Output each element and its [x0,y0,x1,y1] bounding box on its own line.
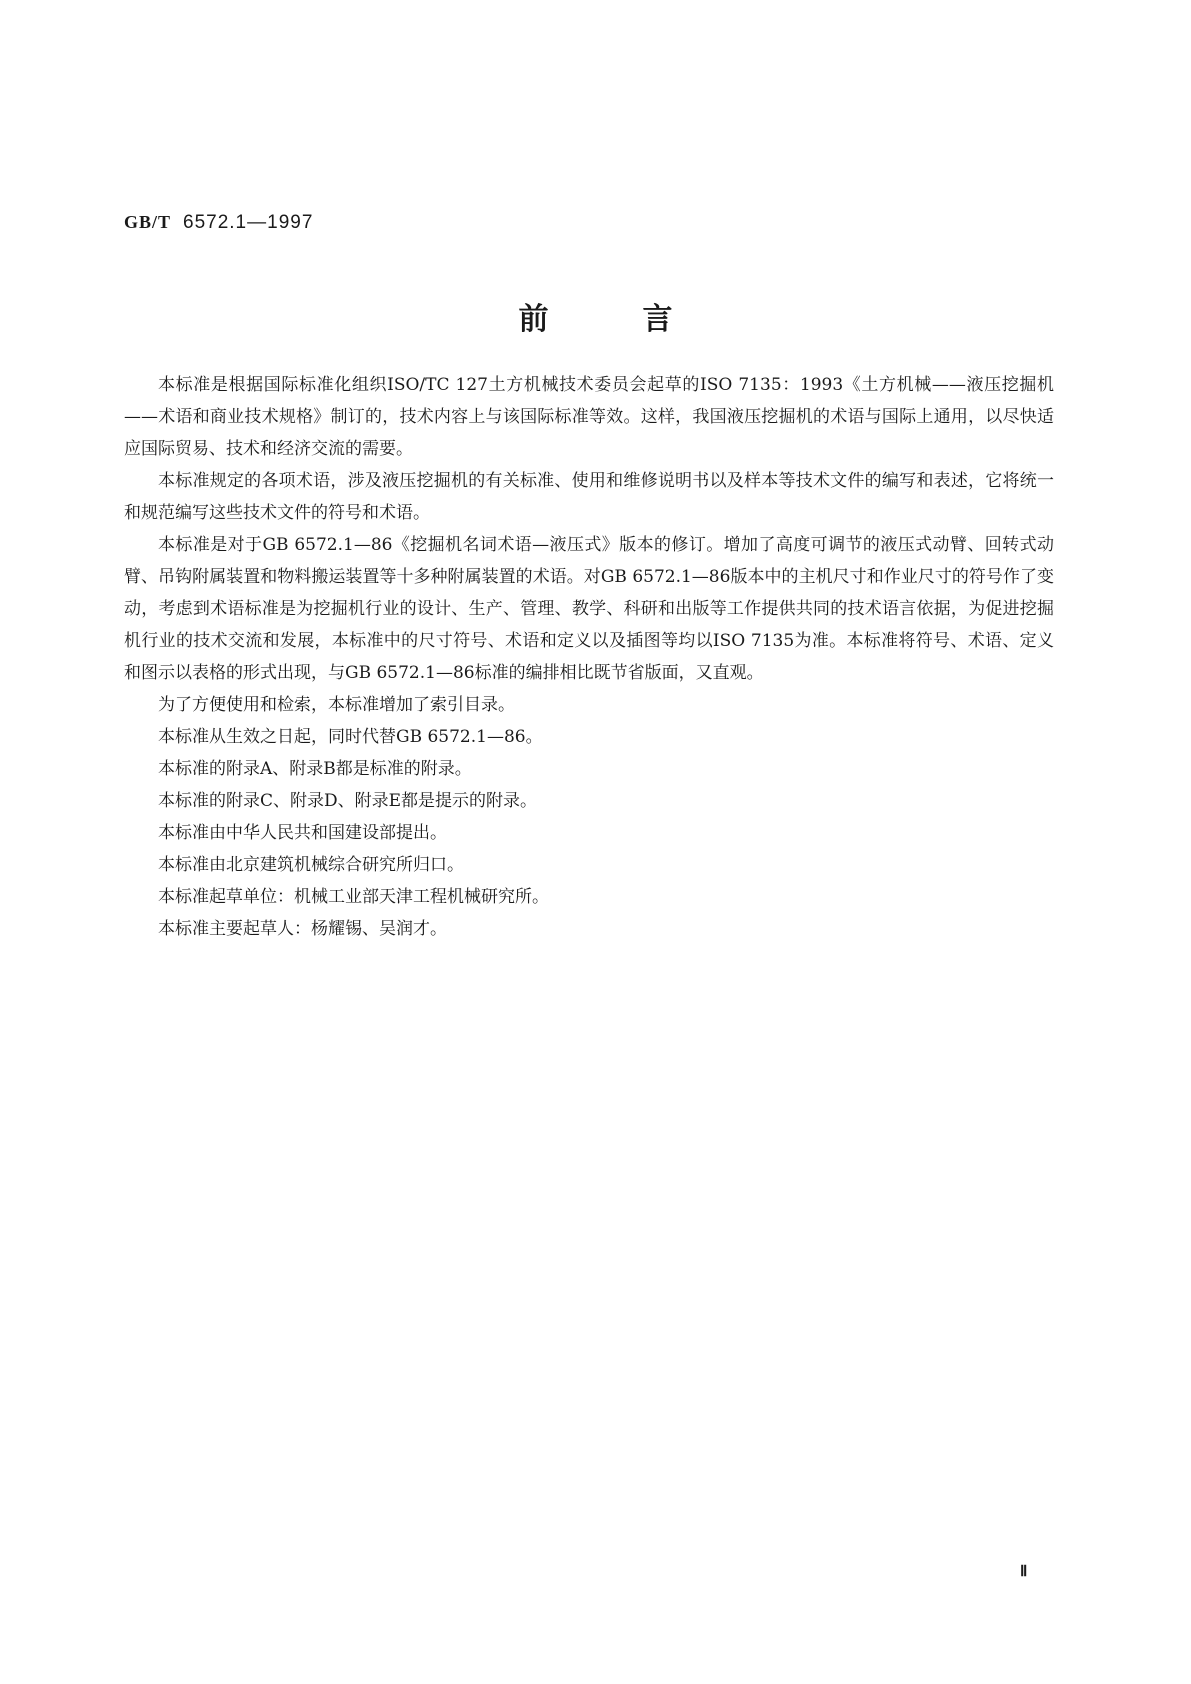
standard-code [124,212,313,234]
standard-number: 6572.1—1997 [183,212,314,233]
paragraph-drafters: 本标准主要起草人：杨耀锡、吴润才。 [158,919,447,939]
page-title-char-2: 言 [642,302,673,337]
paragraph-scope: 本标准规定的各项术语，涉及液压挖掘机的有关标准、使用和维修说明书以及样本等技术文件的编写和表述，它将统一和规范编写这些技术文件的符号和术语。 [124,471,1054,523]
paragraph-origin: 本标准是根据国际标准化组织ISO/TC 127土方机械技术委员会起草的ISO 7135：1993《土方机械——液压挖掘机——术语和商业技术规格》制订的，技术内容上与该国际标准等效。这样，我国液压挖掘机的术语与国际上通用，以尽快适应国际贸易、技术和经济交流的需要。 [124,375,1054,459]
paragraph-drafting-unit: 本标准起草单位：机械工业部天津工程机械研究所。 [158,887,549,907]
paragraph-revision: 本标准是对于GB 6572.1—86《挖掘机名词术语—液压式》版本的修订。增加了高度可调节的液压式动臂、回转式动臂、吊钩附属装置和物料搬运装置等十多种附属装置的术语。对GB 6572.1—86版本中的主机尺寸和作业尺寸的符号作了变动，考虑到术语标准是为挖掘机行业的设计、生产、管理、教学、科研和出版等工作提供共同的技术语言依据，为促进挖掘机行业的技术交流和发展，本标准中的尺寸符号、术语和定义以及插图等均以ISO 7135为准。本标准将符号、术语、定义和图示以表格的形式出现，与GB 6572.1—86标准的编排相比既节省版面，又直观。 [124,535,1054,683]
paragraph-informative-annexes: 本标准的附录C、附录D、附录E都是提示的附录。 [158,791,538,811]
paragraph-replaces: 本标准从生效之日起，同时代替GB 6572.1—86。 [158,727,543,747]
page-title-char-1: 前 [518,302,549,337]
paragraph-proposed-by: 本标准由中华人民共和国建设部提出。 [158,823,447,843]
standard-prefix: GB/T [124,212,172,232]
foreword-body [124,369,1054,945]
page-number: Ⅱ [1020,1564,1027,1580]
paragraph-administered-by: 本标准由北京建筑机械综合研究所归口。 [158,855,464,875]
paragraph-index: 为了方便使用和检索，本标准增加了索引目录。 [158,695,515,715]
paragraph-normative-annexes: 本标准的附录A、附录B都是标准的附录。 [158,759,472,779]
page-title [0,300,1191,340]
